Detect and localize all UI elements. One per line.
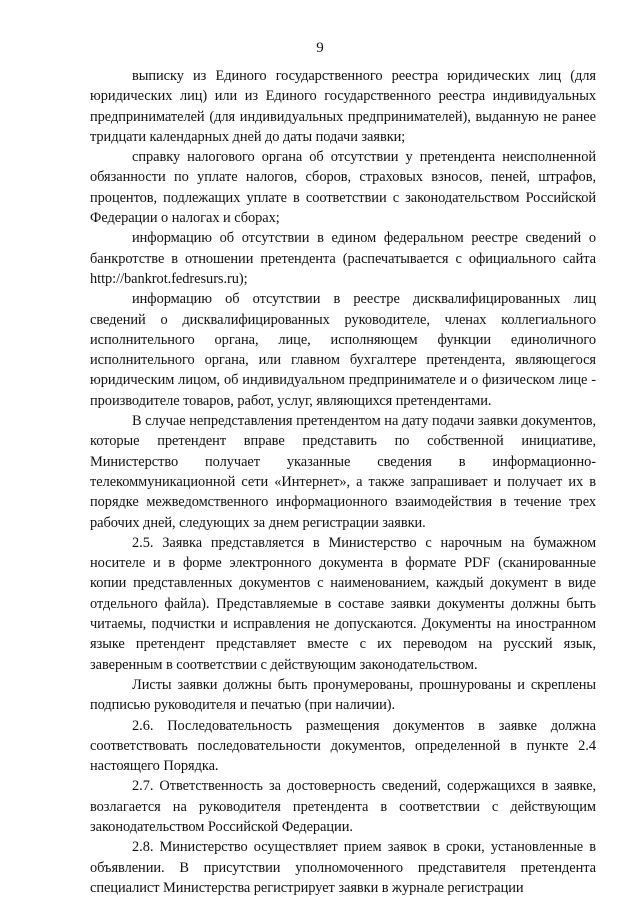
paragraph-2-7: 2.7. Ответственность за достоверность сведений, содержащихся в заявке, возлагается на руководителя претендента в соответствии с действующим законодательством Российской Федерации. <box>90 778 596 835</box>
paragraph-2-6: 2.6. Последовательность размещения документов в заявке должна соответствовать последовательности документов, определенной в пункте 2.4 настоящего Порядка. <box>90 717 596 775</box>
paragraph-non-submission: В случае непредставления претендентом на дату подачи заявки документов, которые претендент вправе представить по собственной инициативе, Министерство получает указанные сведения в информационно-телекоммуникационной сети «Интернет», а также запрашивает и получает их в порядке межведомственного информационного взаимодействия в течение трех рабочих дней, следующих за днем регистрации заявки. <box>90 413 596 531</box>
document-body <box>90 66 596 898</box>
paragraph-2-8: 2.8. Министерство осуществляет прием заявок в сроки, установленные в объявлении. В присутствии уполномоченного представителя претендента специалист Министерства регистрирует заявки в журнале регистрации <box>90 839 596 896</box>
paragraph-sheets: Листы заявки должны быть пронумерованы, прошнурованы и скреплены подписью руководителя и печатью (при наличии). <box>90 676 596 714</box>
page-number: 9 <box>316 40 324 56</box>
paragraph-tax-certificate: справку налогового органа об отсутствии у претендента неисполненной обязанности по уплате налогов, сборов, страховых взносов, пеней, штрафов, процентов, подлежащих уплате в соответствии с законодательством Российской Федерации о налогах и сборах; <box>90 149 596 227</box>
paragraph-egrul-extract: выписку из Единого государственного реестра юридических лиц (для юридических лиц) или из Единого государственного реестра индивидуальных предпринимателей (для индивидуальных предпринимателей), выданную не ранее тридцати календарных дней до даты подачи заявки; <box>90 68 596 145</box>
paragraph-bankruptcy-info: информацию об отсутствии в едином федеральном реестре сведений о банкротстве в отношении претендента (распечатывается с официального сайта http://bankrot.fedresurs.ru); <box>90 230 596 287</box>
paragraph-disqualified-info: информацию об отсутствии в реестре дисквалифицированных лиц сведений о дисквалифицированных руководителе, членах коллегиального исполнительного органа, лице, исполняющем функции единоличного исполнительного органа, или главном бухгалтере претендента, являющегося юридическим лицом, об индивидуальном предпринимателе и о физическом лице - производителе товаров, работ, услуг, являющихся претендентами. <box>90 291 596 409</box>
paragraph-2-5: 2.5. Заявка представляется в Министерство с нарочным на бумажном носителе и в форме электронного документа в формате PDF (сканированные копии представленных документов с наименованием, каждый документ в виде отдельного файла). Представляемые в составе заявки документы должны быть читаемы, подчистки и исправления не допускаются. Документы на иностранном языке претендент представляет вместе с их переводом на русский язык, заверенным в соответствии с действующим законодательством. <box>90 534 596 673</box>
